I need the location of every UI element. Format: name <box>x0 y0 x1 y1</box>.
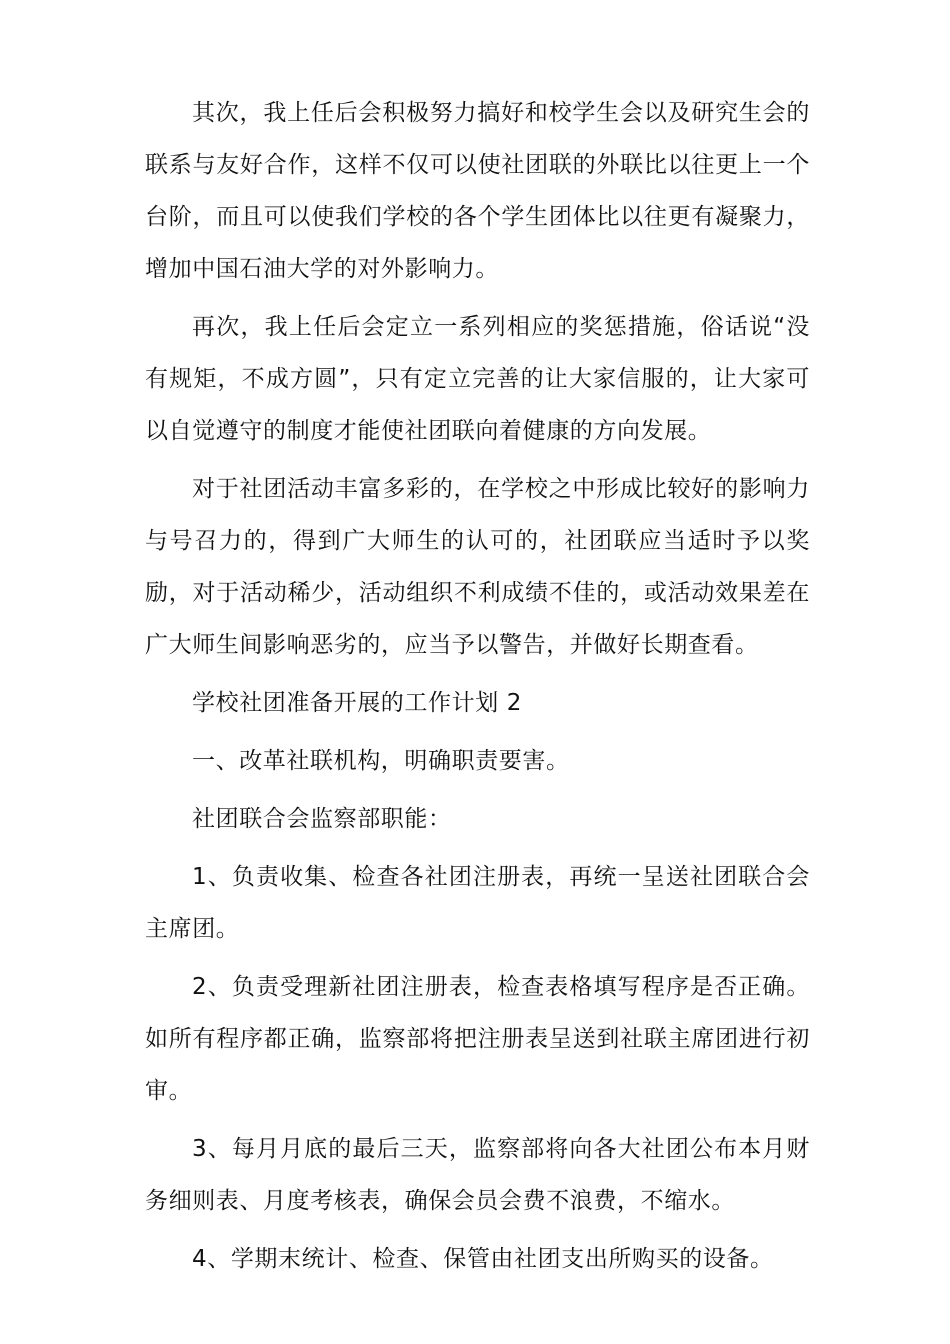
list-item: 3、每月月底的最后三天，监察部将向各大社团公布本月财务细则表、月度考核表，确保会员会费不浪费，不缩水。 <box>145 1136 810 1214</box>
paragraph-cooperation: 其次，我上任后会积极努力搞好和校学生会以及研究生会的联系与友好合作，这样不仅可以使社团联的外联比以往更上一个台阶，而且可以使我们学校的各个学生团体比以往更有凝聚力，增加中国石油大学的对外影响力。 <box>145 100 810 282</box>
list-item: 2、负责受理新社团注册表，检查表格填写程序是否正确。如所有程序都正确，监察部将把注册表呈送到社联主席团进行初审。 <box>145 974 810 1104</box>
subsection-heading: 一、改革社联机构，明确职责要害。 <box>192 748 570 774</box>
department-function-title: 社团联合会监察部职能： <box>192 806 452 832</box>
paragraph-reward-rules: 再次，我上任后会定立一系列相应的奖惩措施，俗话说“没有规矩，不成方圆”，只有定立完善的让大家信服的，让大家可以自觉遵守的制度才能使社团联向着健康的方向发展。 <box>145 314 810 444</box>
paragraph-activity-evaluation: 对于社团活动丰富多彩的，在学校之中形成比较好的影响力与号召力的，得到广大师生的认可的，社团联应当适时予以奖励，对于活动稀少，活动组织不利成绩不佳的，或活动效果差在广大师生间影响恶劣的，应当予以警告，并做好长期查看。 <box>145 476 810 658</box>
list-item: 1、负责收集、检查各社团注册表，再统一呈送社团联合会主席团。 <box>145 864 810 942</box>
section-heading: 学校社团准备开展的工作计划 2 <box>192 690 522 716</box>
document-body <box>145 87 810 1291</box>
list-item: 4、学期末统计、检查、保管由社团支出所购买的设备。 <box>192 1246 774 1272</box>
